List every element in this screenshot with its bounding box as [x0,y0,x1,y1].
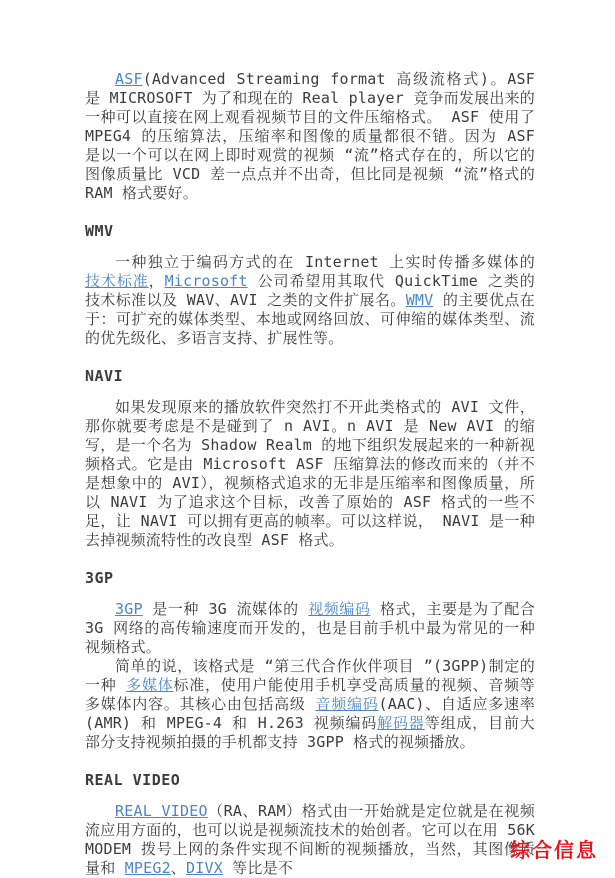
text-run: 是一种 3G 流媒体的 [142,600,309,618]
inline-link[interactable]: 技术标准 [85,272,149,290]
document-section [85,367,535,550]
document-section [85,222,535,348]
section-heading: WMV [85,222,114,240]
inline-link[interactable]: 多媒体 [126,676,174,694]
text-run: 如果发现原来的播放软件突然打不开此类格式的 AVI 文件，那你就要考虑是不是碰到了 n AVI。n AVI 是 New AVI 的缩写，是一个名为 Shadow Realm 的地下组织发展起来的一种新视频格式。它是由 Microsoft ASF 压缩算法的修改而来的（并不是想象中的 AVI），视频格式追求的无非是压缩率和图像质量，所以 NAVI 为了追求这个目标，改善了原始的 ASF 格式的一些不足，让 NAVI 可以拥有更高的帧率。可以这样说， NAVI 是一种去掉视频流特性的改良型 ASF 格式。 [85,398,535,549]
inline-link[interactable]: REAL VIDEO [115,802,208,820]
paragraph [85,657,535,752]
section-heading: NAVI [85,367,124,385]
text-run: 的主要优点在于：可扩充的媒体类型、本地或网络回放、可伸缩的媒体类型、流的优先级化、多语言支持、扩展性等。 [85,291,535,347]
paragraph [85,253,535,348]
inline-link[interactable]: MPEG2 [124,859,171,877]
section-heading: 3GP [85,569,114,587]
document-section [85,771,535,878]
inline-link[interactable]: Microsoft [164,272,248,290]
paragraph [85,398,535,550]
document-section [85,70,535,203]
paragraph [85,600,535,657]
inline-link[interactable]: DIVX [186,859,223,877]
text-run: 等组成，目前大部分支持视频拍摄的手机都支持 3GPP 格式的视频播放。 [85,714,536,751]
inline-link[interactable]: WMV [405,291,434,309]
inline-link[interactable]: 3GP [115,600,143,618]
inline-link[interactable]: 视频编码 [308,600,371,618]
text-run: 等比是不 [222,859,293,877]
text-run: ， [148,272,165,290]
text-run: 一种独立于编码方式的在 Internet 上实时传播多媒体的 [115,253,535,271]
inline-link[interactable]: ASF [115,70,143,88]
text-run: 格式，主要是为了配合 3G 网络的高传输速度而开发的，也是目前手机中最为常见的一种视频格式。 [85,600,535,656]
paragraph [85,70,535,203]
document-section [85,569,535,752]
category-tag-link[interactable]: 综合信息 [510,838,598,862]
text-run: 标准，使用户能使用手机享受高质量的视频、音频等多媒体内容。其核心由包括高级 [85,676,535,713]
text-run: (Advanced Streaming format 高级流格式)。ASF 是 MICROSOFT 为了和现在的 Real player 竞争而发展出来的一种可以直接在网上观看视频节目的文件压缩格式。 ASF 使用了 MPEG4 的压缩算法，压缩率和图像的质量都很不错。因为 ASF 是以一个可以在网上即时观赏的视频 “流”格式存在的，所以它的图像质量比 VCD 差一点点并不出奇，但比同是视频 “流”格式的 RAM 格式要好。 [85,70,535,202]
text-run: 、 [170,859,186,877]
paragraph [85,802,535,878]
inline-link[interactable]: 音频编码 [315,695,379,713]
section-heading: REAL VIDEO [85,771,181,789]
text-run: （RA、RAM）格式由一开始就是定位就是在视频流应用方面的，也可以说是视频流技术的始创者。它可以在用 56K MODEM 拨号上网的条件实现不间断的视频播放，当然，其图像质量和 [85,802,535,877]
text-run: (AAC)、自适应多速率 (AMR) 和 MPEG-4 和 H.263 视频编码 [85,695,535,732]
inline-link[interactable]: 解码器 [377,714,425,732]
text-run: 公司希望用其取代 QuickTime 之类的技术标准以及 WAV、AVI 之类的文件扩展名。 [85,272,535,309]
text-run: 简单的说，该格式是 “第三代合作伙伴项目 ”(3GPP)制定的一种 [85,657,535,694]
